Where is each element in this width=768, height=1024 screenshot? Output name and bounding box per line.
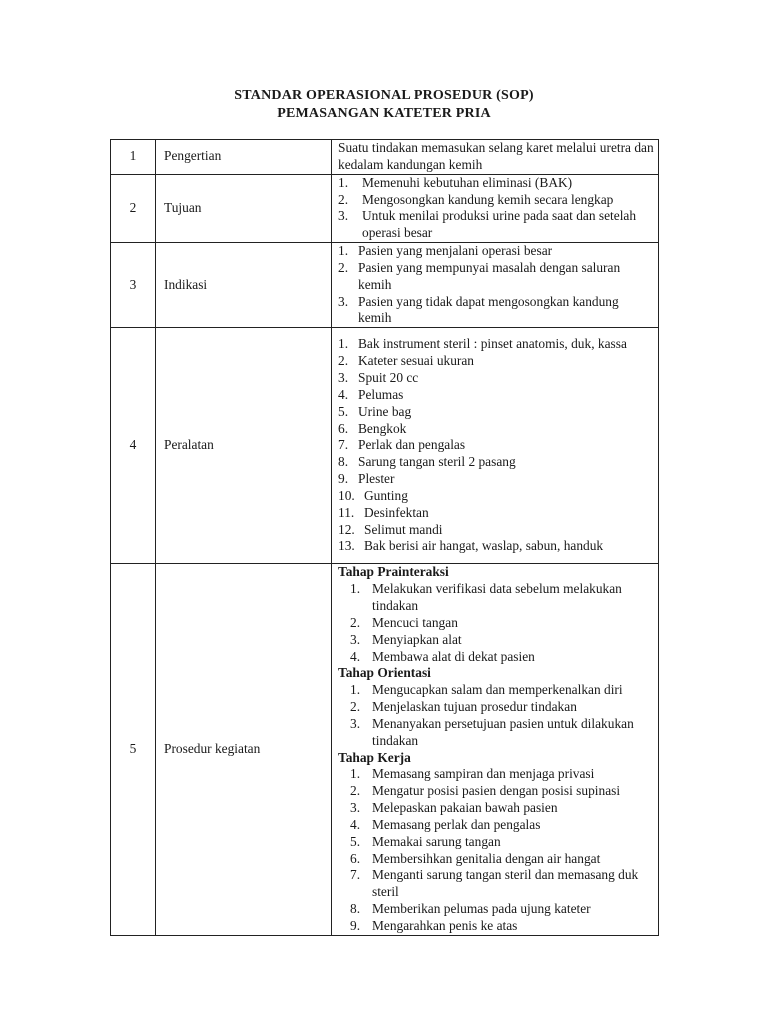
list-number: 1.	[350, 682, 361, 698]
list-item	[338, 471, 655, 488]
list-item	[338, 192, 655, 209]
list-number: 9.	[350, 918, 361, 933]
list-number: 3.	[350, 631, 361, 647]
list-text: Memberikan pelumas pada ujung kateter	[372, 901, 591, 917]
list-item	[338, 716, 655, 750]
title-line-2: PEMASANGAN KATETER PRIA	[277, 106, 491, 121]
list-item	[338, 901, 655, 918]
list-text: Mengatur posisi pasien dengan posisi supinasi	[372, 783, 621, 799]
list-number: 3.	[338, 208, 349, 224]
list-text: Membersihkan genitalia dengan air hangat	[372, 850, 601, 866]
row-content	[332, 174, 659, 242]
list-text: Desinfektan	[364, 504, 429, 520]
row-number: 1	[111, 140, 156, 175]
table-row	[111, 564, 659, 936]
list-item	[338, 766, 655, 783]
list-item	[338, 682, 655, 699]
list-number: 10.	[338, 487, 355, 503]
list-number: 8.	[350, 901, 361, 917]
list-item	[338, 649, 655, 666]
list-text: Perlak dan pengalas	[358, 437, 466, 453]
sop-table	[110, 139, 659, 936]
list-text: Melepaskan pakaian bawah pasien	[372, 800, 558, 816]
row-content	[332, 140, 659, 175]
list-text: Menjelaskan tujuan prosedur tindakan	[372, 699, 577, 715]
list-text: Pasien yang tidak dapat mengosongkan kandung kemih	[358, 293, 619, 326]
list-item	[338, 581, 655, 615]
list-item	[338, 505, 655, 522]
list-item	[338, 353, 655, 370]
list-item	[338, 538, 655, 555]
table-row	[111, 140, 659, 175]
row-label: Tujuan	[156, 174, 332, 242]
list-number: 3.	[350, 800, 361, 816]
list-item	[338, 522, 655, 539]
list-item	[338, 370, 655, 387]
list-text: Pelumas	[358, 386, 404, 402]
list-number: 3.	[350, 715, 361, 731]
table-row	[111, 328, 659, 564]
phase-title: Tahap Prainteraksi	[338, 564, 449, 580]
phase-steps	[338, 682, 655, 749]
list-number: 1.	[338, 174, 349, 190]
list-text: Bak instrument steril : pinset anatomis, duk, kassa	[358, 336, 627, 352]
list-text: Spuit 20 cc	[358, 369, 419, 385]
list-item	[338, 783, 655, 800]
list-item	[338, 243, 655, 260]
list-item	[338, 387, 655, 404]
row-content	[332, 243, 659, 328]
list-item	[338, 699, 655, 716]
phase-title: Tahap Kerja	[338, 749, 411, 765]
list-text: Menanyakan persetujuan pasien untuk dilakukan tindakan	[372, 715, 634, 748]
phase-steps	[338, 766, 655, 934]
list-number: 1.	[350, 581, 361, 597]
table-row	[111, 174, 659, 242]
list-text: Melakukan verifikasi data sebelum melakukan tindakan	[372, 581, 622, 613]
list-number: 5.	[338, 403, 349, 419]
row-label: Indikasi	[156, 243, 332, 328]
list-text: Kateter sesuai ukuran	[358, 353, 475, 369]
list-text: Sarung tangan steril 2 pasang	[358, 454, 516, 470]
list-text: Pasien yang menjalani operasi besar	[358, 243, 553, 259]
list-item	[338, 817, 655, 834]
list-item	[338, 404, 655, 421]
row-content	[332, 328, 659, 564]
list-number: 4.	[350, 648, 361, 664]
list-text: Memakai sarung tangan	[372, 833, 501, 849]
list-item	[338, 488, 655, 505]
list-number: 3.	[338, 293, 349, 309]
list-item	[338, 260, 655, 294]
list-text: Menganti sarung tangan steril dan memasang duk steril	[372, 867, 639, 900]
row-label: Prosedur kegiatan	[156, 564, 332, 936]
row-number: 3	[111, 243, 156, 328]
list-number: 8.	[338, 454, 349, 470]
list-item	[338, 454, 655, 471]
list-text: Memasang perlak dan pengalas	[372, 816, 541, 832]
list-text: Urine bag	[358, 403, 412, 419]
list-number: 9.	[338, 471, 349, 487]
list-text: Bengkok	[358, 420, 407, 436]
list-item	[338, 632, 655, 649]
list-text: Mencuci tangan	[372, 614, 458, 630]
phase-title: Tahap Orientasi	[338, 665, 431, 681]
list-text: Mengarahkan penis ke atas	[372, 918, 518, 933]
list-text: Memenuhi kebutuhan eliminasi (BAK)	[362, 174, 573, 190]
list-number: 4.	[338, 386, 349, 402]
list-text: Plester	[358, 471, 395, 487]
row-number: 4	[111, 328, 156, 564]
row-number: 2	[111, 174, 156, 242]
list-item	[338, 175, 655, 192]
list-text: Memasang sampiran dan menjaga privasi	[372, 766, 595, 782]
document-title	[0, 87, 768, 123]
list-number: 2.	[338, 191, 349, 207]
list-text: Pasien yang mempunyai masalah dengan saluran kemih	[358, 259, 621, 292]
list-number: 2.	[338, 353, 349, 369]
list-text: Mengucapkan salam dan memperkenalkan diri	[372, 682, 623, 698]
title-line-1: STANDAR OPERASIONAL PROSEDUR (SOP)	[234, 88, 534, 103]
list-item	[338, 834, 655, 851]
list-text: Membawa alat di dekat pasien	[372, 648, 535, 664]
row-label: Pengertian	[156, 140, 332, 175]
list-number: 1.	[338, 243, 349, 259]
row-number: 5	[111, 564, 156, 936]
list-text: Gunting	[364, 487, 408, 503]
list-number: 2.	[350, 614, 361, 630]
list-item	[338, 437, 655, 454]
list-number: 7.	[350, 867, 361, 883]
list-number: 3.	[338, 369, 349, 385]
list-number: 7.	[338, 437, 349, 453]
list-item	[338, 918, 655, 935]
list-item	[338, 851, 655, 868]
row-label: Peralatan	[156, 328, 332, 564]
list-number: 1.	[338, 336, 349, 352]
list-text: Menyiapkan alat	[372, 631, 462, 647]
list-number: 2.	[350, 699, 361, 715]
list-number: 6.	[350, 850, 361, 866]
list-number: 11.	[338, 504, 355, 520]
list-text: Mengosongkan kandung kemih secara lengkap	[362, 191, 614, 207]
list-text: Selimut mandi	[364, 521, 443, 537]
row-content	[332, 564, 659, 936]
list-item	[338, 867, 655, 901]
table-row	[111, 243, 659, 328]
list-item	[338, 800, 655, 817]
list-item	[338, 421, 655, 438]
list-number: 13.	[338, 538, 355, 554]
list-number: 5.	[350, 833, 361, 849]
list-text: Bak berisi air hangat, waslap, sabun, handuk	[364, 538, 604, 554]
phase-steps	[338, 581, 655, 665]
list-item	[338, 615, 655, 632]
list-number: 1.	[350, 766, 361, 782]
list-text: Untuk menilai produksi urine pada saat dan setelah operasi besar	[362, 208, 637, 241]
list-number: 2.	[338, 259, 349, 275]
list-number: 2.	[350, 783, 361, 799]
list-item	[338, 336, 655, 353]
list-number: 12.	[338, 521, 355, 537]
list-number: 6.	[338, 420, 349, 436]
list-item	[338, 294, 655, 328]
definition-text: Suatu tindakan memasukan selang karet melalui uretra dan kedalam kandungan kemih	[338, 140, 654, 172]
list-item	[338, 208, 655, 242]
list-number: 4.	[350, 816, 361, 832]
